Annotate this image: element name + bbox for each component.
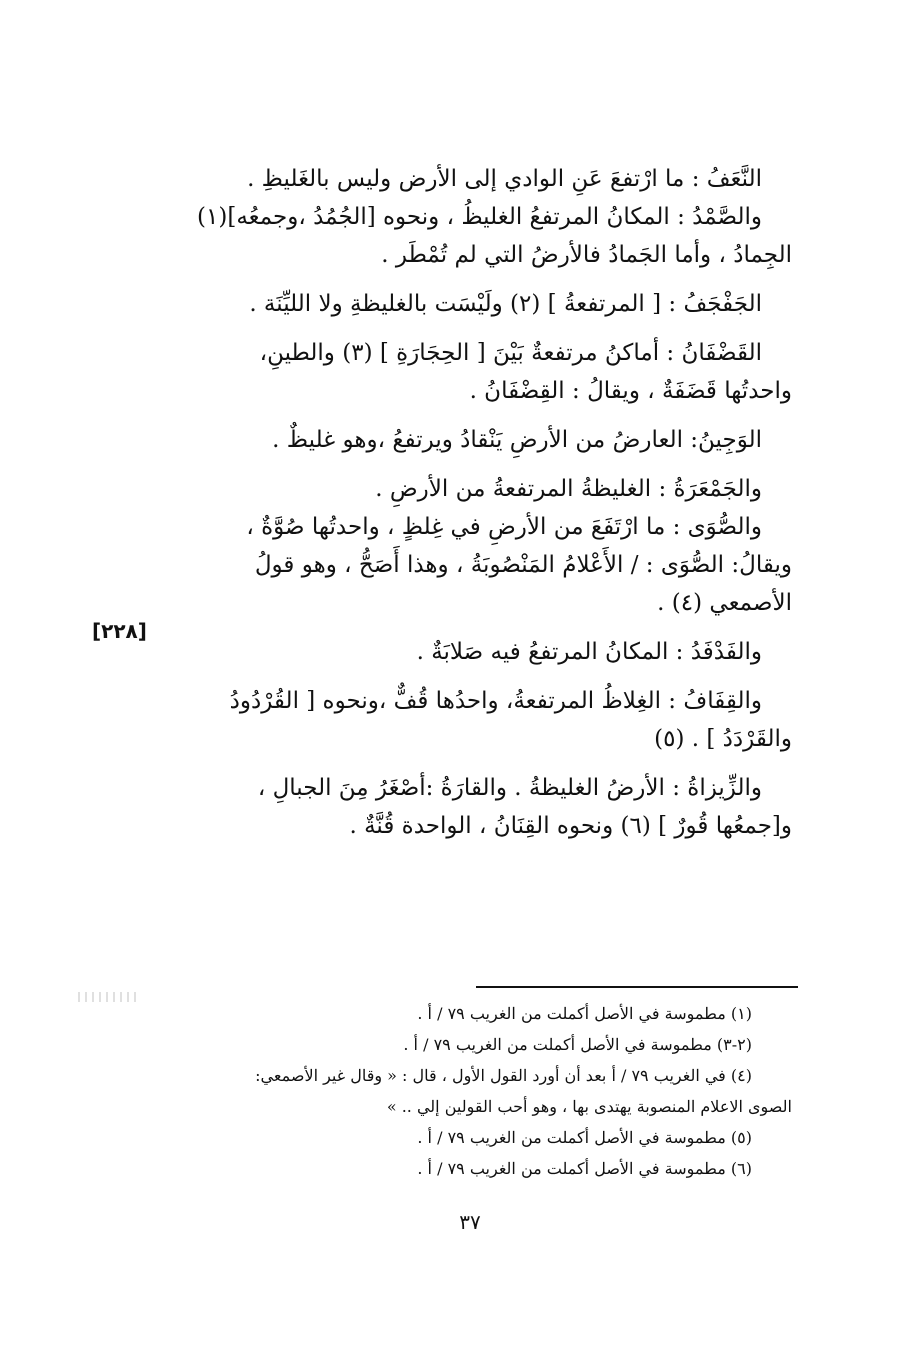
page-number: ٣٧ [459,1210,481,1234]
footnote-divider [476,986,798,988]
footnotes [92,998,792,1184]
text-line: النَّعَفُ : ما ارْتفعَ عَنِ الوادي إلى الأرض وليس بالغَليظِ . [247,166,762,192]
text-line: الأصمعي (٤) . [657,590,792,616]
main-text [102,160,792,845]
text-line: والقِفَافُ : الغِلاظُ المرتفعةُ، واحدُها قُفٌّ ،ونحوه [ القُرْدُودُ [229,688,762,714]
footnote: (١) مطموسة في الأصل أكملت من الغريب ٧٩ / أ . [417,1004,752,1023]
text-line: القَضْفَانُ : أماكنُ مرتفعةٌ بَيْنَ [ الحِجَارَةِ ] (٣) والطينِ، [259,340,762,366]
footnote: (٥) مطموسة في الأصل أكملت من الغريب ٧٩ / أ . [417,1128,752,1147]
text-line: والصَّمْدُ : المكانُ المرتفعُ الغليظُ ، ونحوه [الجُمُدُ ،وجمعُه](١) [197,204,762,230]
footnote: (٤) في الغريب ٧٩ / أ بعد أن أورد القول الأول ، قال : « وقال غير الأصمعي: [255,1066,752,1085]
footnote: (٦) مطموسة في الأصل أكملت من الغريب ٧٩ / أ . [417,1159,752,1178]
text-line: الوَجِينُ: العارضُ من الأرضِ يَنْقادُ ويرتفعُ ،وهو غليظٌ . [272,427,762,453]
margin-page-marker: [٢٢٨] [92,619,147,643]
text-line: و[جمعُها قُورٌ ] (٦) ونحوه القِنَانُ ، الواحدة قُنَّةٌ . [349,813,792,839]
text-line: والزِّيزاةُ : الأرضُ الغليظةُ . والقارَةُ :أصْغَرُ مِنَ الجبالِ ، [257,775,762,801]
text-line: الجَفْجَفُ : [ المرتفعةُ ] (٢) ولَيْسَت بالغليظةِ ولا الليِّنَة . [249,291,762,317]
text-line: والفَدْفَدُ : المكانُ المرتفعُ فيه صَلابَةٌ . [416,639,762,665]
text-line: ويقالُ: الصُّوَى : / الأَعْلامُ المَنْصُوبَةُ ، وهذا أَصَحُّ ، وهو قولُ [254,552,792,578]
text-line: والصُّوَى : ما ارْتَفَعَ من الأرضِ في غِلظٍ ، واحدتُها صُوَّةٌ ، [246,514,762,540]
text-line: الجِمادُ ، وأما الجَمادُ فالأرضُ التي لم تُمْطَر . [381,242,792,268]
footnote: (٢-٣) مطموسة في الأصل أكملت من الغريب ٧٩ / أ . [403,1035,752,1054]
footnote-continuation: الصوى الاعلام المنصوبة يهتدى بها ، وهو أحب القولين إلي .. » [386,1097,792,1116]
text-line: والجَمْعَرَةُ : الغليظةُ المرتفعةُ من الأرضِ . [375,476,762,502]
text-line: والقَرْدَدُ ] . (٥) [654,726,792,752]
text-line: واحدتُها قَضَفَةٌ ، ويقالُ : القِضْفَانُ . [469,378,792,404]
